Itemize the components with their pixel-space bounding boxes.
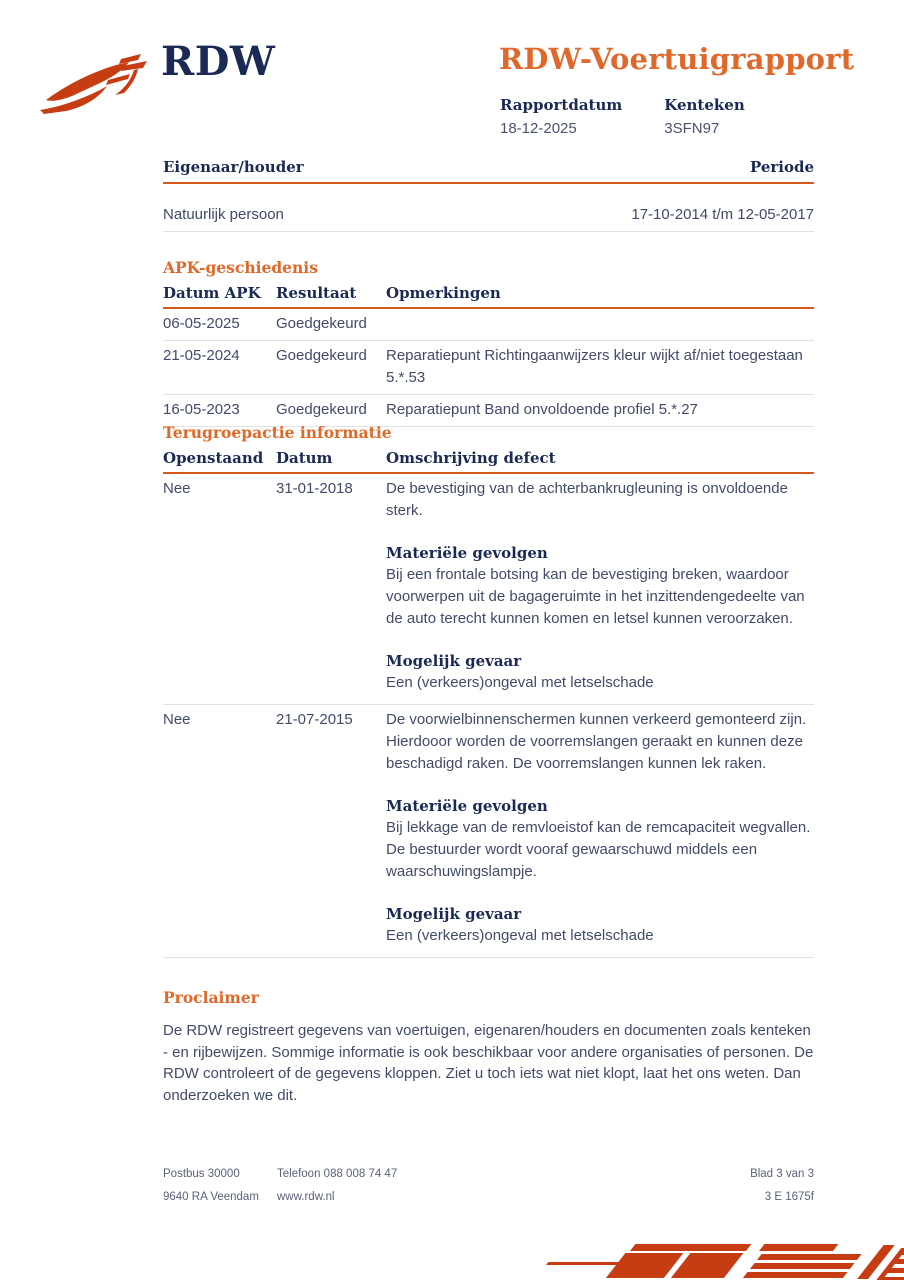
recall-detail-cell bbox=[386, 709, 814, 947]
recall-detail-cell bbox=[386, 478, 814, 694]
speed-stripes-icon bbox=[534, 1242, 904, 1280]
recall-consequences-heading: Materiële gevolgen bbox=[386, 544, 548, 562]
apk-opmerkingen-cell bbox=[386, 313, 814, 335]
footer-line-1 bbox=[163, 1168, 814, 1180]
apk-col-opmerkingen: Opmerkingen bbox=[386, 284, 501, 302]
proclaimer-section bbox=[163, 988, 814, 1106]
apk-table-row bbox=[163, 341, 814, 395]
recall-col-openstaand: Openstaand bbox=[163, 449, 264, 467]
recall-openstaand-cell: Nee bbox=[163, 711, 191, 728]
recall-openstaand-cell: Nee bbox=[163, 480, 191, 497]
recall-table-row bbox=[163, 474, 814, 705]
rapportdatum-label: Rapportdatum bbox=[500, 96, 623, 114]
periode-header-label: Periode bbox=[749, 158, 814, 176]
recall-datum-cell: 21-07-2015 bbox=[276, 711, 353, 728]
apk-resultaat-cell: Goedgekeurd bbox=[276, 401, 367, 418]
recall-danger-text: Een (verkeers)ongeval met letselschade bbox=[386, 674, 654, 691]
footer-page-number: Blad 3 van 3 bbox=[750, 1168, 814, 1180]
apk-opmerkingen-cell: Reparatiepunt Band onvoldoende profiel 5.*.27 bbox=[386, 401, 698, 418]
apk-datum-cell: 16-05-2023 bbox=[163, 401, 240, 418]
footer-line-2 bbox=[163, 1191, 814, 1203]
apk-table-row bbox=[163, 309, 814, 341]
kenteken-label: Kenteken bbox=[664, 96, 745, 114]
recall-table-header bbox=[163, 449, 814, 474]
recall-danger-heading: Mogelijk gevaar bbox=[386, 905, 522, 923]
apk-section-heading: APK-geschiedenis bbox=[163, 258, 318, 277]
footer-city: 9640 RA Veendam bbox=[163, 1191, 259, 1203]
apk-resultaat-cell: Goedgekeurd bbox=[276, 315, 367, 332]
owner-value-row bbox=[163, 184, 814, 232]
footer-website: www.rdw.nl bbox=[277, 1191, 335, 1203]
rapportdatum-value: 18-12-2025 bbox=[500, 120, 577, 137]
apk-col-resultaat: Resultaat bbox=[276, 284, 357, 302]
recall-danger-text: Een (verkeers)ongeval met letselschade bbox=[386, 927, 654, 944]
recall-consequences-heading: Materiële gevolgen bbox=[386, 797, 548, 815]
footer-doc-code: 3 E 1675f bbox=[764, 1191, 814, 1203]
owner-section bbox=[163, 158, 814, 232]
apk-section bbox=[163, 258, 814, 427]
apk-resultaat-cell: Goedgekeurd bbox=[276, 347, 367, 364]
kenteken-value: 3SFN97 bbox=[664, 120, 720, 137]
footer-postbus: Postbus 30000 bbox=[163, 1168, 240, 1180]
owner-type-value: Natuurlijk persoon bbox=[163, 206, 284, 223]
footer-phone: Telefoon 088 008 74 47 bbox=[277, 1168, 398, 1180]
recall-consequences-text: Bij lekkage van de remvloeistof kan de remcapaciteit wegvallen. De bestuurder wordt vooraf gewaarschuwd middels een waarschuwingslampje. bbox=[386, 819, 811, 880]
recall-defect-description: De voorwielbinnenschermen kunnen verkeerd gemonteerd zijn. Hierdooor worden de voorremslangen geraakt en kunnen deze beschadigd raken. De voorremslangen kunnen lek raken. bbox=[386, 711, 807, 772]
recall-table-row bbox=[163, 705, 814, 958]
recall-section bbox=[163, 423, 814, 958]
recall-col-datum: Datum bbox=[276, 449, 333, 467]
apk-datum-cell: 21-05-2024 bbox=[163, 347, 240, 364]
recall-defect-description: De bevestiging van de achterbankrugleuning is onvoldoende sterk. bbox=[386, 480, 788, 519]
proclaimer-text: De RDW registreert gegevens van voertuigen, eigenaren/houders en documenten zoals kenteken - en rijbewijzen. Sommige informatie is ook beschikbaar voor andere organisaties of personen. De RDW controleert of de gegevens kloppen. Ziet u toch iets wat niet klopt, laat het ons weten. Dan onderzoeken we dit. bbox=[163, 1022, 814, 1104]
recall-datum-cell: 31-01-2018 bbox=[276, 480, 353, 497]
recall-danger-heading: Mogelijk gevaar bbox=[386, 652, 522, 670]
report-meta bbox=[500, 96, 759, 137]
owner-header-row bbox=[163, 158, 814, 184]
apk-table-header bbox=[163, 284, 814, 309]
apk-table-body bbox=[163, 309, 814, 427]
apk-col-datum: Datum APK bbox=[163, 284, 261, 302]
recall-table-body bbox=[163, 474, 814, 958]
rapportdatum-block bbox=[500, 96, 622, 137]
periode-value: 17-10-2014 t/m 12-05-2017 bbox=[631, 206, 814, 223]
recall-col-omschrijving: Omschrijving defect bbox=[386, 449, 556, 467]
proclaimer-heading: Proclaimer bbox=[163, 988, 259, 1007]
owner-header-label: Eigenaar/houder bbox=[163, 158, 304, 176]
rdw-logo-text: RDW bbox=[161, 38, 276, 85]
apk-opmerkingen-cell: Reparatiepunt Richtingaanwijzers kleur wijkt af/niet toegestaan 5.*.53 bbox=[386, 347, 803, 386]
apk-datum-cell: 06-05-2025 bbox=[163, 315, 240, 332]
page-title: RDW-Voertuigrapport bbox=[499, 42, 855, 76]
rdw-feather-icon bbox=[38, 52, 154, 118]
recall-section-heading: Terugroepactie informatie bbox=[163, 423, 392, 442]
recall-consequences-text: Bij een frontale botsing kan de bevestiging breken, waardoor voorwerpen uit de bagageruimte in het inzittendengedeelte van de auto terecht kunnen komen en letsel kunnen veroorzaken. bbox=[386, 566, 805, 627]
page-footer bbox=[163, 1168, 814, 1214]
kenteken-block bbox=[664, 96, 759, 137]
